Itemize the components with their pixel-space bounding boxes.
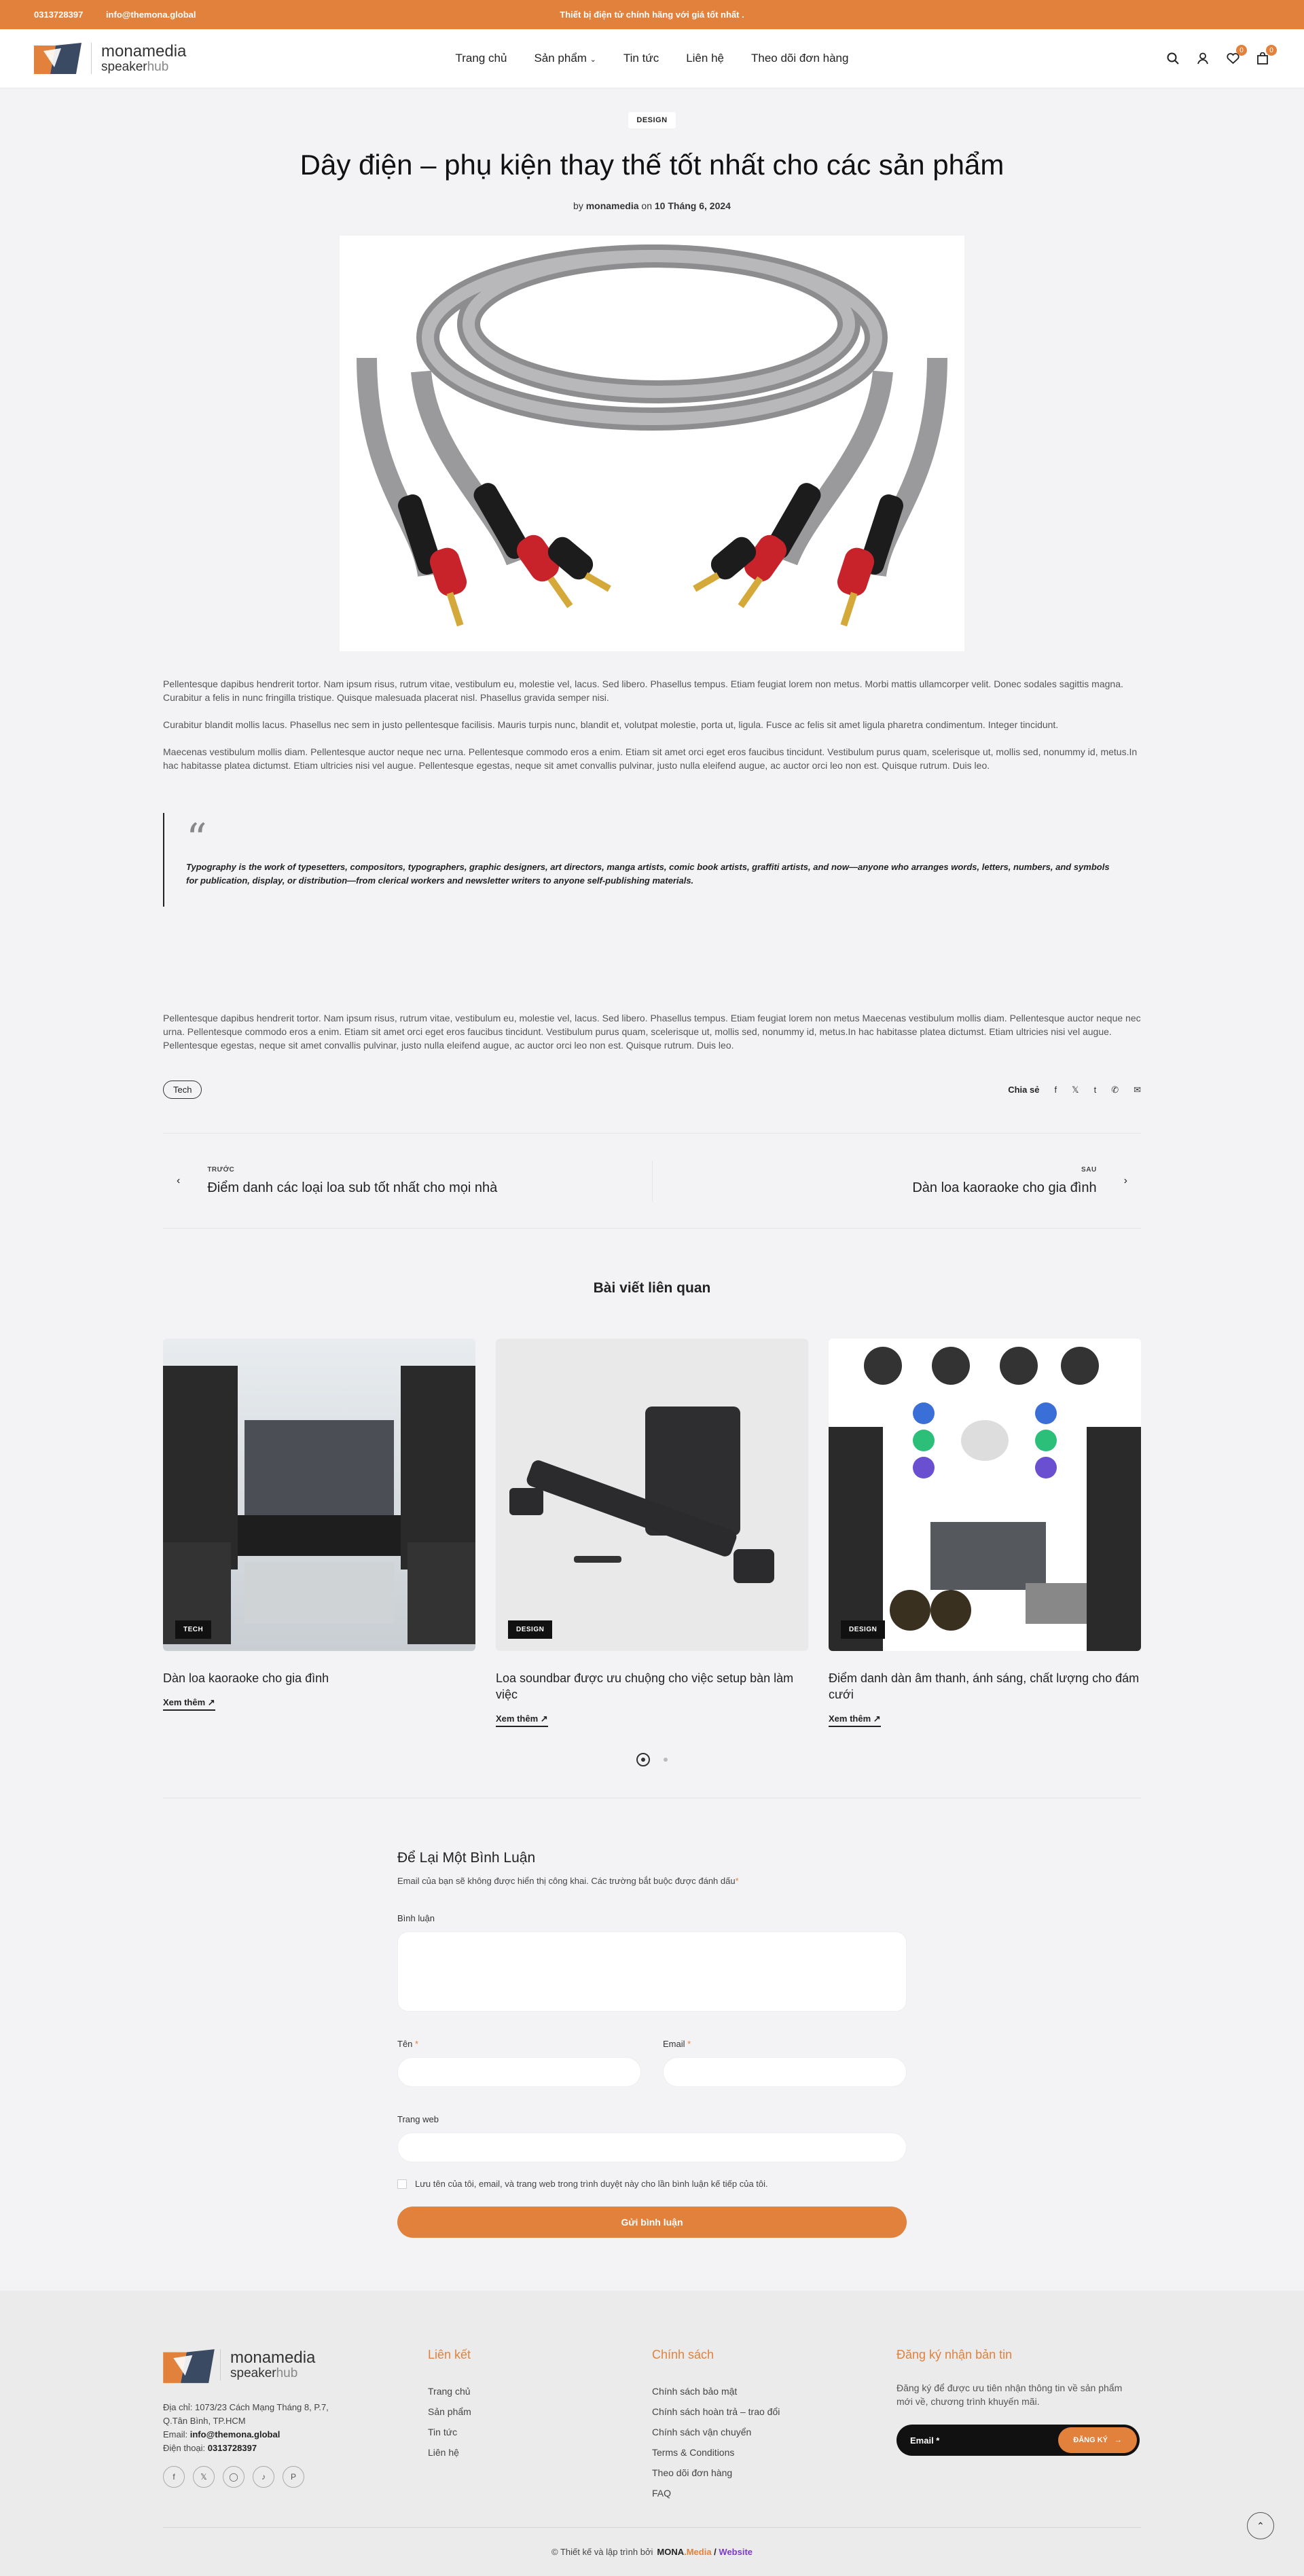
x-twitter-icon[interactable]: 𝕏	[1072, 1084, 1079, 1095]
required-star: *	[735, 1876, 739, 1886]
related-card	[829, 1339, 1141, 1727]
main-nav	[0, 52, 1304, 65]
post-title: Dây điện – phụ kiện thay thế tốt nhất cho các sản phẩm	[300, 149, 1004, 181]
credit-media: .Media	[684, 2547, 712, 2557]
read-more-link[interactable]	[829, 1713, 881, 1727]
wishlist-count-badge: 0	[1236, 45, 1247, 56]
quote-icon: “	[186, 815, 207, 863]
save-info-checkbox[interactable]	[397, 2179, 407, 2189]
comment-label: Bình luận	[397, 1913, 435, 1923]
logo-line1: monamedia	[230, 2348, 316, 2368]
footer-link[interactable]: Trang chủ	[428, 2386, 471, 2397]
nav-news[interactable]: Tin tức	[623, 52, 659, 65]
related-card-title[interactable]: Điểm danh dàn âm thanh, ánh sáng, chất lượng cho đám cưới	[829, 1671, 1140, 1701]
nav-home[interactable]: Trang chủ	[455, 52, 507, 65]
back-to-top-button[interactable]	[1247, 2512, 1274, 2539]
post-category-badge[interactable]: DESIGN	[628, 112, 675, 128]
save-info-label: Lưu tên của tôi, email, và trang web trong trình duyệt này cho lần bình luận kế tiếp của tôi.	[415, 2179, 768, 2189]
logo-speaker: speaker	[230, 2365, 276, 2380]
credit-mona: MONA	[657, 2547, 685, 2557]
prev-post-link[interactable]	[163, 1166, 652, 1196]
topbar-phone[interactable]: 0313728397	[34, 10, 84, 20]
footer-phone[interactable]: 0313728397	[207, 2443, 257, 2453]
footer-link[interactable]: Chính sách vận chuyển	[652, 2427, 752, 2437]
logo-speaker: speaker	[101, 59, 147, 74]
credit-separator: /	[711, 2547, 719, 2557]
newsletter-email-input[interactable]: Email *	[910, 2435, 940, 2446]
nav-products[interactable]	[534, 52, 596, 65]
name-label	[397, 2039, 641, 2049]
chevron-down-icon: ⌄	[590, 56, 596, 64]
newsletter-title: Đăng ký nhận bản tin	[896, 2348, 1013, 2361]
search-icon[interactable]	[1165, 51, 1180, 66]
post-navigation	[163, 1133, 1141, 1229]
name-email-row	[397, 2012, 907, 2087]
chevron-right-icon: ›	[1123, 1174, 1127, 1186]
website-label: Trang web	[397, 2114, 439, 2124]
read-more-label: Xem thêm	[829, 1713, 871, 1724]
cart-bag-icon[interactable]	[1255, 46, 1273, 66]
post-paragraph: Maecenas vestibulum mollis diam. Pellentesque auctor neque nec urna. Pellentesque commodo eros a enim. Etiam sit amet orci eget eros faucibus tincidunt. Vestibulum purus quam, scelerisque ut, mollis sed, nonummy id, metus.In hac habitasse platea dictumst. Etiam ultricies nisi vel augue. Pellentesque egestas, neque sit amet convallis pulvinar, justo nulla eleifend augue, ac auctor orci leo non est. Quisque rutrum. Duis leo.	[163, 746, 1138, 771]
footer-link[interactable]: Liên hệ	[428, 2447, 459, 2458]
footer-contact	[163, 2401, 428, 2455]
footer-link[interactable]: Chính sách bảo mật	[652, 2386, 738, 2397]
arrow-up-right-icon: ↗	[873, 1713, 881, 1724]
footer-policies	[652, 2348, 896, 2503]
read-more-link[interactable]	[163, 1697, 215, 1711]
footer-socials	[163, 2466, 428, 2488]
post-date: 10 Tháng 6, 2024	[654, 200, 731, 211]
related-card-badge: DESIGN	[841, 1620, 885, 1639]
pinterest-icon[interactable]: P	[283, 2466, 304, 2488]
subscribe-label: ĐĂNG KÝ	[1073, 2436, 1108, 2444]
related-heading: Bài viết liên quan	[593, 1280, 711, 1296]
logo-text	[101, 43, 186, 73]
footer-links	[428, 2348, 652, 2503]
logo-line2	[230, 2367, 315, 2380]
prev-label: TRƯỚC	[207, 1165, 235, 1174]
carousel-dot-2[interactable]	[664, 1758, 668, 1762]
footer-email-row	[163, 2428, 428, 2442]
footer-links-title: Liên kết	[428, 2348, 471, 2361]
comment-heading: Để Lại Một Bình Luận	[397, 1850, 536, 1866]
cart-count-badge: 0	[1266, 45, 1277, 56]
article	[163, 88, 1141, 2238]
credit-brand[interactable]	[657, 2547, 753, 2557]
chevron-up-icon: ⌃	[1256, 2520, 1265, 2531]
related-card-image[interactable]	[496, 1339, 808, 1651]
comment-note	[397, 1876, 907, 1886]
post-content-closing	[163, 1011, 1141, 1052]
credit-text: © Thiết kế và lập trình bởi	[551, 2547, 653, 2557]
next-post-title: Dàn loa kaoraoke cho gia đình	[912, 1180, 1097, 1195]
related-posts	[163, 1339, 1141, 1727]
topbar-promo: Thiết bị điện tử chính hãng với giá tốt nhất .	[560, 10, 744, 20]
related-card-badge: DESIGN	[508, 1620, 552, 1639]
related-card	[163, 1339, 475, 1727]
name-input[interactable]	[397, 2057, 641, 2087]
name-label-text: Tên	[397, 2039, 413, 2049]
footer-link[interactable]: Terms & Conditions	[652, 2447, 735, 2458]
related-card-image[interactable]	[829, 1339, 1141, 1651]
read-more-label: Xem thêm	[163, 1697, 206, 1707]
logo-text	[230, 2349, 315, 2380]
logo-divider	[220, 2349, 221, 2380]
footer-columns	[163, 2348, 1141, 2503]
tumblr-icon[interactable]: t	[1093, 1085, 1097, 1095]
website-input[interactable]	[397, 2133, 907, 2162]
x-twitter-icon[interactable]: 𝕏	[193, 2466, 215, 2488]
share-label: Chia sẻ	[1008, 1085, 1040, 1095]
carousel-dot-1[interactable]	[636, 1753, 650, 1766]
arrow-up-right-icon: ↗	[540, 1713, 548, 1724]
header-icons	[1165, 46, 1273, 66]
related-card-image[interactable]	[163, 1339, 475, 1651]
post-paragraph: Curabitur blandit mollis lacus. Phasellus nec sem in justo pellentesque facilisis. Mauris turpis nunc, blandit et, volutpat molestie, porta ut, ligula. Fusce ac felis sit amet ligula pharetra condimentum. Integer tincidunt.	[163, 719, 1059, 730]
required-star: *	[687, 2039, 691, 2049]
required-star: *	[415, 2039, 419, 2049]
related-card	[496, 1339, 808, 1727]
footer-brand	[163, 2348, 428, 2503]
logo-line1: monamedia	[101, 42, 187, 61]
facebook-icon[interactable]: f	[1054, 1085, 1057, 1095]
prev-post-title: Điểm danh các loại loa sub tốt nhất cho mọi nhà	[207, 1180, 498, 1195]
post-author[interactable]: monamedia	[585, 200, 639, 211]
facebook-icon[interactable]: f	[163, 2466, 185, 2488]
logo-line2	[101, 60, 186, 74]
nav-products-label: Sản phẩm	[534, 52, 587, 65]
chevron-left-icon: ‹	[177, 1174, 181, 1186]
comment-note-text: Email của bạn sẽ không được hiển thị công khai. Các trường bắt buộc được đánh dấu	[397, 1876, 736, 1886]
whatsapp-icon[interactable]: ✆	[1111, 1084, 1119, 1095]
meta-by: by	[573, 200, 583, 211]
carousel-dots	[163, 1753, 1141, 1766]
footer-link[interactable]: Theo dõi đơn hàng	[652, 2467, 733, 2478]
post-tag[interactable]: Tech	[163, 1081, 202, 1099]
quote-text: Typography is the work of typesetters, compositors, typographers, graphic designers, art directors, manga artists, comic book artists, graffiti artists, and now—anyone who arranges words, letters, numbers, and symbols for publication, display, or distribution—from clerical workers and newsletter writers to anyone self-publishing materials.	[186, 862, 1110, 886]
site-logo[interactable]	[34, 41, 186, 75]
email-label	[663, 2039, 907, 2049]
footer-logo[interactable]	[163, 2348, 428, 2382]
user-icon[interactable]	[1195, 51, 1210, 66]
read-more-link[interactable]	[496, 1713, 548, 1727]
post-blockquote	[163, 813, 1141, 907]
footer-email-label: Email:	[163, 2429, 188, 2439]
email-icon[interactable]: ✉	[1134, 1084, 1141, 1095]
logo-divider	[91, 43, 92, 74]
arrow-right-icon: →	[1115, 2436, 1122, 2444]
related-card-badge: TECH	[175, 1620, 211, 1639]
newsletter-text: Đăng ký để được ưu tiên nhận thông tin về sản phẩm mới về, chương trình khuyến mãi.	[896, 2382, 1123, 2407]
email-label-text: Email	[663, 2039, 685, 2049]
save-info-checkbox-row[interactable]	[397, 2179, 907, 2189]
post-paragraph: Pellentesque dapibus hendrerit tortor. Nam ipsum risus, rutrum vitae, vestibulum eu, molestie vel, lacus. Sed libero. Phasellus tempus. Etiam feugiat lorem non metus. Morbi mattis ullamcorper velit. Donec sodales sagittis magna. Curabitur a felis in nunc fringilla tristique. Quisque malesuada placerat nisl. Phasellus gravida semper nisi.	[163, 678, 1123, 703]
footer-link[interactable]: Chính sách hoàn trả – trao đổi	[652, 2406, 780, 2417]
email-input[interactable]	[663, 2057, 907, 2087]
credit-website: Website	[719, 2547, 753, 2557]
post-paragraph: Pellentesque dapibus hendrerit tortor. Nam ipsum risus, rutrum vitae, vestibulum eu, molestie vel, lacus. Sed libero. Phasellus tempus. Etiam feugiat lorem non metus Maecenas vestibulum mollis diam. Pellentesque auctor neque nec urna. Pellentesque commodo eros a enim. Etiam sit amet orci eget eros faucibus tincidunt. Vestibulum purus quam, scelerisque ut, mollis sed, nonummy id, metus.In hac habitasse platea dictumst. Etiam ultricies nisi vel augue. Pellentesque egestas, neque sit amet convallis pulvinar, justo nulla eleifend augue, ac auctor orci leo non est. Quisque rutrum. Duis leo.	[163, 1013, 1141, 1051]
footer-credit	[163, 2527, 1141, 2576]
logo-mark-icon	[34, 41, 82, 75]
newsletter-subscribe-button[interactable]	[1058, 2427, 1137, 2453]
next-label: SAU	[1081, 1165, 1097, 1174]
post-content	[163, 677, 1141, 772]
share-links	[1008, 1085, 1141, 1095]
tag-share-row	[163, 1081, 1141, 1133]
footer-newsletter	[896, 2348, 1141, 2503]
footer-link[interactable]: Tin tức	[428, 2427, 458, 2437]
nav-track-order[interactable]: Theo dõi đơn hàng	[750, 52, 849, 65]
footer-address: Địa chỉ: 1073/23 Cách Mạng Tháng 8, P.7, Q.Tân Bình, TP.HCM	[163, 2402, 329, 2426]
logo-hub: hub	[147, 59, 169, 74]
logo-mark-icon	[163, 2348, 211, 2382]
newsletter-form	[896, 2425, 1140, 2456]
arrow-up-right-icon: ↗	[207, 1697, 215, 1707]
post-meta	[163, 200, 1141, 211]
site-footer	[0, 2291, 1304, 2576]
nav-contact[interactable]: Liên hệ	[686, 52, 724, 65]
post-featured-image	[340, 236, 964, 651]
related-card-title[interactable]: Dàn loa kaoraoke cho gia đình	[163, 1671, 329, 1685]
footer-email[interactable]: info@themona.global	[189, 2429, 280, 2439]
comment-form	[397, 1850, 907, 2238]
site-header	[0, 29, 1304, 88]
logo-hub: hub	[276, 2365, 298, 2380]
meta-on: on	[641, 200, 652, 211]
comment-textarea[interactable]	[397, 1931, 907, 2012]
related-card-title[interactable]: Loa soundbar được ưu chuộng cho việc setup bàn làm việc	[496, 1671, 794, 1701]
read-more-label: Xem thêm	[496, 1713, 539, 1724]
footer-link[interactable]: FAQ	[652, 2488, 672, 2499]
footer-phone-label: Điện thoại:	[163, 2443, 206, 2453]
next-post-link[interactable]	[652, 1161, 1142, 1201]
wishlist-heart-icon[interactable]	[1225, 46, 1244, 66]
top-bar	[0, 0, 1304, 29]
footer-phone-row	[163, 2442, 428, 2455]
topbar-email[interactable]: info@themona.global	[105, 10, 196, 20]
footer-policies-title: Chính sách	[652, 2348, 714, 2361]
tiktok-icon[interactable]: ♪	[253, 2466, 274, 2488]
instagram-icon[interactable]: ◯	[223, 2466, 244, 2488]
submit-comment-button[interactable]: Gửi bình luận	[397, 2207, 907, 2238]
footer-link[interactable]: Sản phẩm	[428, 2406, 471, 2417]
